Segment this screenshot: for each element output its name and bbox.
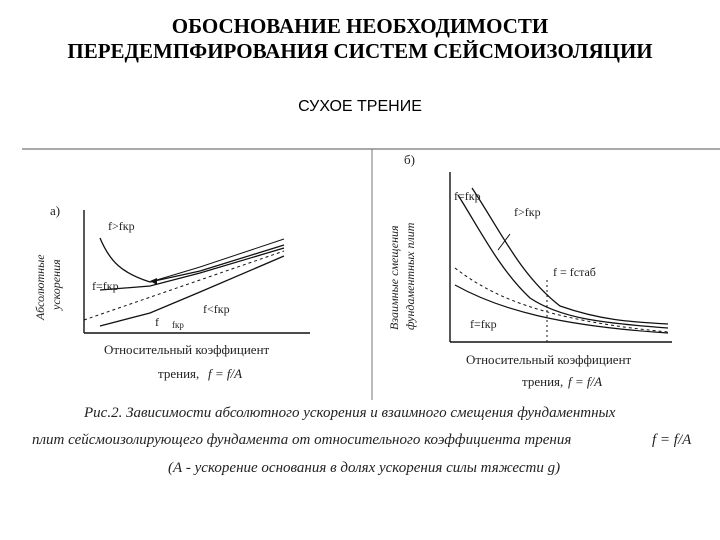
slide-subtitle: СУХОЕ ТРЕНИЕ: [298, 98, 422, 115]
panel-b-x-label: Относительный коэффициент: [466, 352, 632, 367]
figure: [0, 140, 720, 540]
panel-a: [33, 203, 310, 381]
panel-b: [387, 152, 672, 389]
panel-a-curve-extra: [150, 239, 284, 282]
panel-a-label-f-lt-fkr: f<fкр: [203, 302, 230, 316]
panel-b-formula: f = f/A: [568, 374, 603, 389]
panel-a-minimum-marker: [150, 278, 157, 285]
panel-b-label-f-eq-fkr-bottom: f=fкр: [470, 317, 497, 331]
caption-line-2: плит сейсмоизолирующего фундамента от относительного коэффициента трения: [32, 432, 572, 448]
panel-b-label: б): [404, 152, 415, 167]
panel-a-curve-f-lt-fkr: [100, 256, 284, 326]
panel-a-label-f: f: [155, 315, 159, 329]
panel-a-formula: f = f/A: [208, 366, 243, 381]
panel-a-label: а): [50, 203, 61, 218]
panel-a-y-label-1: Абсолютные: [33, 254, 47, 320]
panel-b-label-f-gt-fkr: f>fкр: [514, 205, 541, 219]
caption-line-3: (А - ускорение основания в долях ускорения силы тяжести g): [168, 460, 561, 476]
panel-a-y-label-2: ускорения: [49, 259, 63, 310]
panel-a-x-label-2: трения,: [158, 366, 200, 381]
panel-b-label-f-stab: f = fстаб: [553, 265, 596, 279]
panel-b-y-label-2: фундаментных плит: [403, 222, 417, 330]
panel-b-curve-2: [472, 188, 668, 324]
panel-a-label-fkr: fкр: [172, 320, 184, 330]
panel-a-label-f-eq-fkr: f=fкр: [92, 279, 119, 293]
caption-line-1: Рис.2. Зависимости абсолютного ускорения и взаимного смещения фундаментных: [84, 405, 616, 421]
title-line-2: ПЕРЕДЕМПФИРОВАНИЯ СИСТЕМ СЕЙСМОИЗОЛЯЦИИ: [67, 39, 653, 63]
panel-b-leader: [498, 234, 510, 250]
panel-b-y-label-1: Взаимные смещения: [387, 225, 401, 330]
panel-b-x-label-2: трения,: [522, 374, 564, 389]
panel-a-x-label: Относительный коэффициент: [104, 342, 270, 357]
caption-formula: f = f/A: [652, 432, 692, 448]
panel-b-label-f-eq-fkr-top: f=fкр: [454, 189, 481, 203]
slide-title: [0, 14, 720, 64]
panel-a-label-f-gt-fkr: f>fкр: [108, 219, 135, 233]
title-line-1: ОБОСНОВАНИЕ НЕОБХОДИМОСТИ: [171, 14, 549, 38]
